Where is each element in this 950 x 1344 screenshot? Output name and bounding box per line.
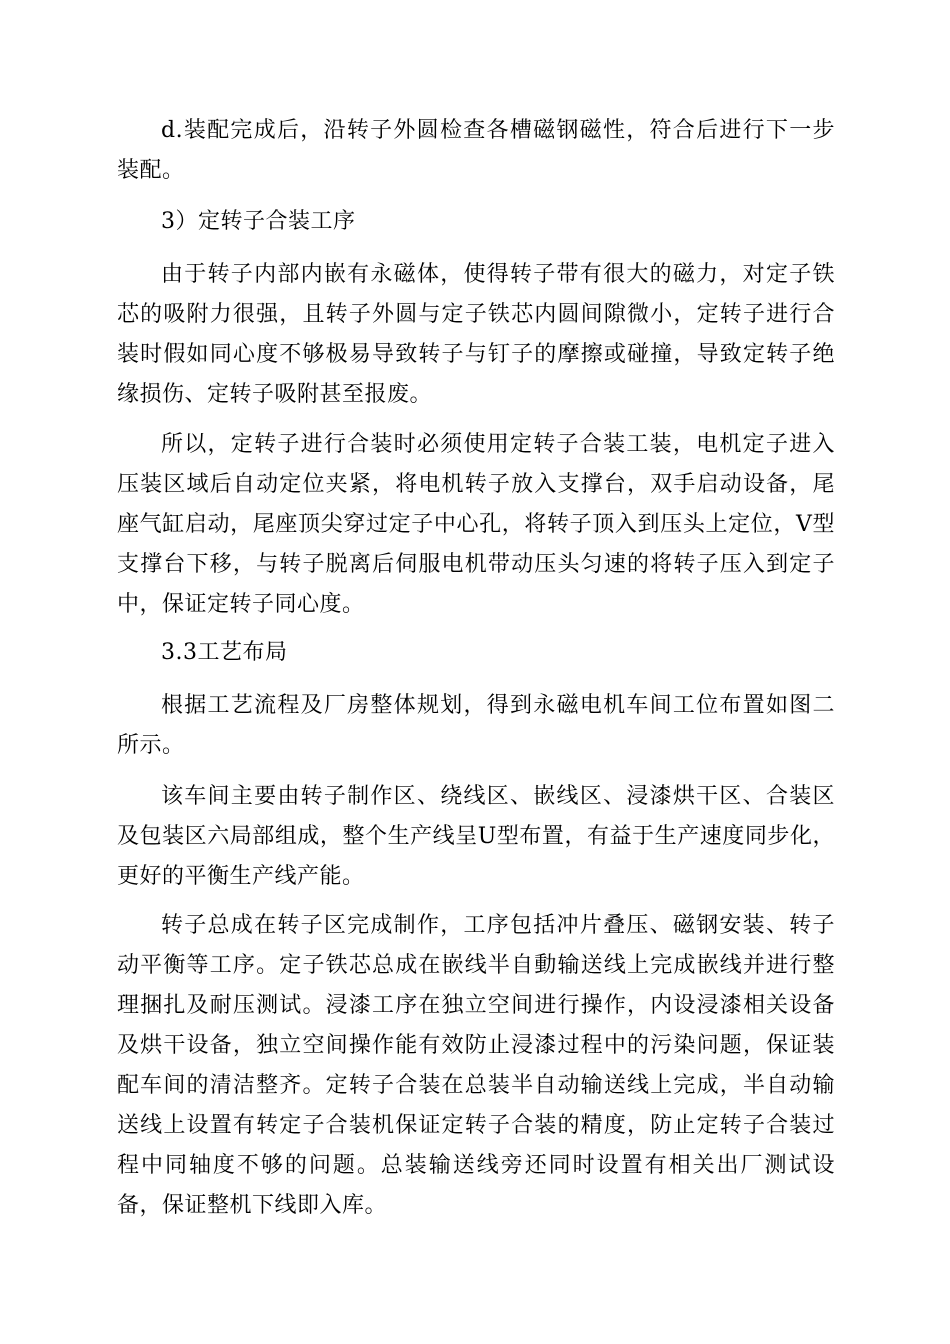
section-heading-process-layout: 3.3工艺布局 <box>161 640 288 665</box>
paragraph-workshop-areas: 该车间主要由转子制作区、绕线区、嵌线区、浸漆烘干区、合装区及包装区六局部组成，整个生产线呈U型布置，有益于生产速度同步化，更好的平衡生产线产能。 <box>117 784 835 889</box>
section-heading-assembly-process: 3）定转子合装工序 <box>161 209 356 234</box>
paragraph-magnet-check: d.装配完成后，沿转子外圆检查各槽磁钢磁性，符合后进行下一步装配。 <box>117 118 835 183</box>
paragraph-workshop-layout: 根据工艺流程及厂房整体规划，得到永磁电机车间工位布置如图二所示。 <box>117 693 835 758</box>
paragraph-production-flow: 转子总成在转子区完成制作，工序包括冲片叠压、磁钢安装、转子动平衡等工序。定子铁芯总成在嵌线半自動输送线上完成嵌线并进行整理捆扎及耐压测试。浸漆工序在独立空间进行操作，内设浸漆相关设备及烘干设备，独立空间操作能有效防止浸漆过程中的污染问题，保证装配车间的清洁整齐。定转子合装在总装半自动输送线上完成，半自动输送线上设置有转定子合装机保证定转子合装的精度，防止定转子合装过程中同轴度不够的问题。总装输送线旁还同时设置有相关出厂测试设备，保证整机下线即入库。 <box>117 913 835 1218</box>
paragraph-assembly-fixture: 所以，定转子进行合装时必须使用定转子合装工装，电机定子进入压装区域后自动定位夹紧，将电机转子放入支撑台，双手启动设备，尾座气缸启动，尾座顶尖穿过定子中心孔，将转子顶入到压头上定位，V型支撑台下移，与转子脱离后伺服电机带动压头匀速的将转子压入到定子中，保证定转子同心度。 <box>117 432 835 617</box>
paragraph-rotor-magnetism: 由于转子内部内嵌有永磁体，使得转子带有很大的磁力，对定子铁芯的吸附力很强，且转子外圆与定子铁芯内圆间隙微小，定转子进行合装时假如同心度不够极易导致转子与钉子的摩擦或碰撞，导致定转子绝缘损伤、定转子吸附甚至报废。 <box>117 262 835 407</box>
